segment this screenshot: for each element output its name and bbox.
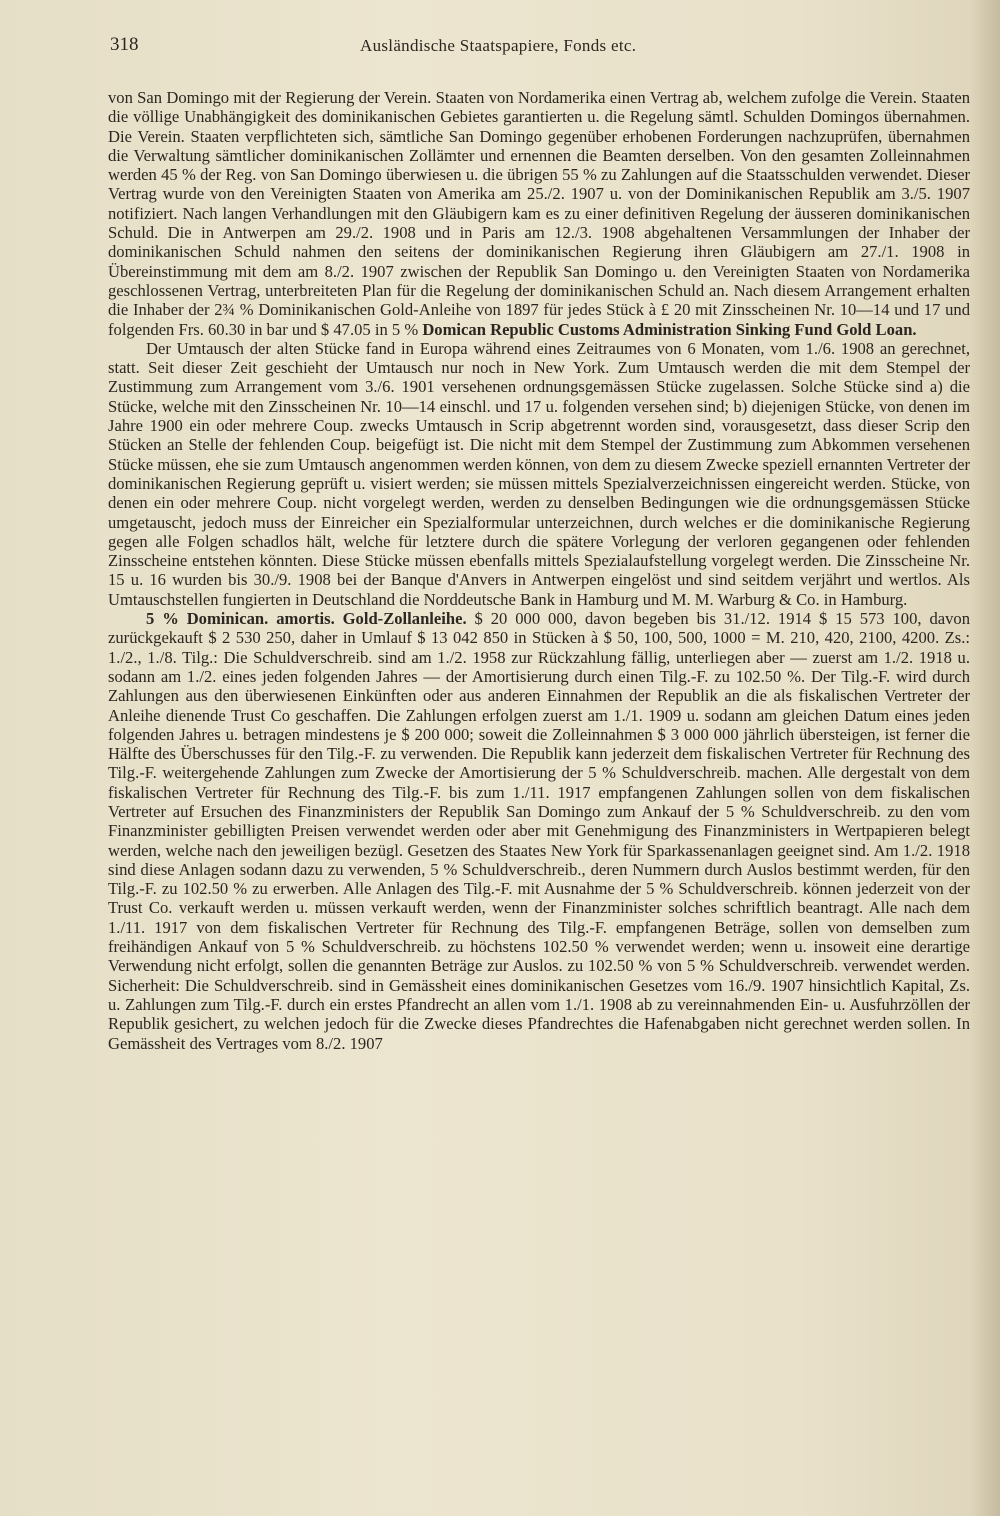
text-run: Der Umtausch der alten Stücke fand in Europa während eines Zeitraumes von 6 Monaten, vom 1./6. 1908 an gerechnet, statt. Seit dieser Zeit geschieht der Umtausch nur noch in New York. Zum Umtausch werden die mit dem Stempel der Zustimmung zum Arrangement vom 3./6. 1901 versehenen ordnungsgemässen Stücke zugelassen. Solche Stücke sind a) die Stücke, welche mit den Zinsscheinen Nr. 10—14 einschl. und 17 u. folgenden versehen sind; b) diejenigen Stücke, von denen im Jahre 1900 ein oder mehrere Coup. zwecks Umtausch in Scrip abgetrennt worden sind, vorausgesetzt, dass dieser Scrip den Stücken an Stelle der fehlenden Coup. beigefügt ist. Die nicht mit dem Stempel der Zustimmung zum Abkommen versehenen Stücke müssen, ehe sie zum Umtausch angenommen werden können, von dem zu diesem Zwecke speziell ernannten Vertreter der dominikanischen Regierung geprüft u. visiert werden; sie müssen mittels Spezialverzeichnissen eingereicht werden. Stücke, von denen ein oder mehrere Coup. nicht vorgelegt werden, werden zu denselben Bedingungen wie die ordnungsgemässen Stücke umgetauscht, jedoch muss der Einreicher ein Spezialformular unterzeichnen, durch welches er die dominikanische Regierung gegen alle Folgen schadlos hält, welche für letztere durch die spätere Vorlegung der verloren gegangenen oder fehlenden Zinsscheine entstehen könnten. Diese Stücke müssen ebenfalls mittels Spezialaufstellung vorgelegt werden. Die Zinsscheine Nr. 15 u. 16 wurden bis 30./9. 1908 bei der Banque d'Anvers in Antwerpen eingelöst und sind seitdem verjährt und wertlos. Als Umtauschstellen fungierten in Deutschland die Norddeutsche Bank in Hamburg und M. M. Warburg & Co. in Hamburg. xyxy=(108,338,970,609)
paragraph-1 xyxy=(108,88,970,339)
paragraph-3 xyxy=(108,609,970,1053)
bold-heading: Domican Republic Customs Administration Sinking Fund Gold Loan. xyxy=(422,319,917,339)
paragraph-2 xyxy=(108,339,970,609)
running-title: Ausländische Staatspapiere, Fonds etc. xyxy=(360,36,637,55)
bold-heading: 5 % Dominican. amortis. Gold-Zollanleihe. xyxy=(146,609,467,629)
body-text xyxy=(108,88,970,1053)
page-header xyxy=(110,34,970,64)
page-number: 318 xyxy=(110,34,139,55)
text-run: von San Domingo mit der Regierung der Verein. Staaten von Nordamerika einen Vertrag ab, welchem zufolge die Verein. Staaten die völlige Unabhängigkeit des dominikanischen Gebietes garantierten u. die Regelung sämtl. Schulden Domingos übernahmen. Die Verein. Staaten verpflichteten sich, sämtliche San Domingo gegenüber erhobenen Forderungen nachzuprüfen, übernahmen die Verwaltung sämtlicher dominikanischen Zollämter und ernennen die Beamten derselben. Von den gesamten Zolleinnahmen werden 45 % der Reg. von San Domingo überwiesen u. die übrigen 55 % zu Zahlungen auf die Staatsschulden verwendet. Dieser Vertrag wurde von den Vereinigten Staaten von Amerika am 25./2. 1907 u. von der Dominikanischen Republik am 3./5. 1907 notifiziert. Nach langen Verhandlungen mit den Gläubigern kam es zu einer definitiven Regelung der äusseren dominikanischen Schuld. Die in Antwerpen am 29./2. 1908 und in Paris am 12./3. 1908 abgehaltenen Versammlungen der Inhaber der dominikanischen Schuld nahmen den seitens der dominikanischen Regierung ihren Gläubigern am 27./1. 1908 in Übereinstimmung mit dem am 8./2. 1907 zwischen der Republik San Domingo u. den Vereinigten Staaten von Nordamerika geschlossenen Vertrag, unterbreiteten Plan für die Regelung der dominikanischen Schuld an. Nach diesem Arrangement erhalten die Inhaber der 2¾ % Dominikanischen Gold-Anleihe von 1897 für jedes Stück à £ 20 mit Zinsscheinen Nr. 10—14 und 17 und folgenden Frs. 60.30 in bar und $ 47.05 in 5 % xyxy=(108,88,970,339)
text-run: $ 20 000 000, davon begeben bis 31./12. 1914 $ 15 573 100, davon zurückgekauft $ 2 530 250, daher in Umlauf $ 13 042 850 in Stücken à $ 50, 100, 500, 1000 = M. 210, 420, 2100, 4200. Zs.: 1./2., 1./8. Tilg.: Die Schuldverschreib. sind am 1./2. 1958 zur Rückzahlung fällig, unterliegen aber — zuerst am 1./2. 1918 u. sodann am 1./2. eines jeden folgenden Jahres — der Amortisierung durch einen Tilg.-F. zu 102.50 %. Der Tilg.-F. wird durch Zahlungen aus den überwiesenen Einkünften oder aus anderen Einnahmen der Republik an die als fiskalischen Vertreter der Anleihe dienende Trust Co geschaffen. Die Zahlungen erfolgen zuerst am 1./1. 1909 u. sodann am gleichen Datum eines jeden folgenden Jahres u. betragen mindestens je $ 200 000; soweit die Zolleinnahmen $ 3 000 000 jährlich übersteigen, ist ferner die Hälfte des Überschusses für den Tilg.-F. zu verwenden. Die Republik kann jederzeit dem fiskalischen Vertreter für Rechnung des Tilg.-F. weitergehende Zahlungen zum Zwecke der Amortisierung der 5 % Schuldverschreib. machen. Alle dergestalt von dem fiskalischen Vertreter für Rechnung des Tilg.-F. bis zum 1./11. 1917 empfangenen Zahlungen sollen von dem fiskalischen Vertreter auf Ersuchen des Finanzministers der Republik San Domingo zum Ankauf der 5 % Schuldverschreib. zu den vom Finanzminister gebilligten Preisen verwendet werden oder aber mit Genehmigung des Finanzministers in Wertpapieren belegt werden, welche nach den jeweiligen bezügl. Gesetzen des Staates New York für Sparkassenanlagen geeignet sind. Am 1./2. 1918 sind diese Anlagen sodann dazu zu verwenden, 5 % Schuldverschreib., deren Nummern durch Auslos bestimmt werden, für den Tilg.-F. zu 102.50 % zu erwerben. Alle Anlagen des Tilg.-F. mit Ausnahme der 5 % Schuldverschreib. können jederzeit von der Trust Co. verkauft werden u. müssen verkauft werden, wenn der Finanzminister solches schriftlich beantragt. Alle nach dem 1./11. 1917 von dem fiskalischen Vertreter für Rechnung des Tilg.-F. empfangenen Beträge, sollen von demselben zum freihändigen Ankauf von 5 % Schuldverschreib. zu höchstens 102.50 % verwendet werden; wenn u. insoweit eine derartige Verwendung nicht erfolgt, sollen die genannten Beträge zur Auslos. zu 102.50 % von 5 % Schuldverschreib. verwendet werden. Sicherheit: Die Schuldverschreib. sind in Gemässheit eines dominikanischen Gesetzes vom 16./9. 1907 hinsichtlich Kapital, Zs. u. Zahlungen zum Tilg.-F. durch ein erstes Pfandrecht an allen vom 1./1. 1908 ab zu vereinnahmenden Ein- u. Ausfuhrzöllen der Republik gesichert, zu welchen jedoch für die Zwecke dieses Pfandrechtes die Hafenabgaben nicht gerechnet werden sollen. In Gemässheit des Vertrages vom 8./2. 1907 xyxy=(108,609,970,1053)
